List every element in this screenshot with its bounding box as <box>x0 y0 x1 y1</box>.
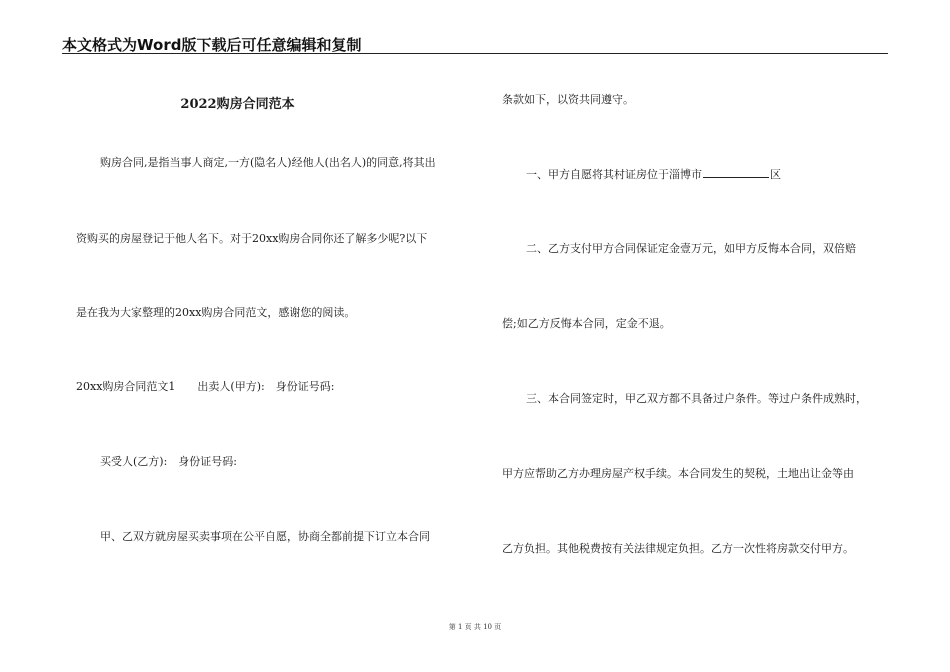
buyer-info-line: 买受人(乙方): 身份证号码: <box>100 455 237 468</box>
left-paragraph-line-2: 资购买的房屋登记于他人名下。对于20xx购房合同你还了解多少呢?以下 <box>76 232 428 245</box>
clause-two-line: 二、乙方支付甲方合同保证定金壹万元，如甲方反悔本合同，双倍赔 <box>526 242 856 255</box>
clause-three-continuation-2: 乙方负担。其他税费按有关法律规定负担。乙方一次性将房款交付甲方。 <box>502 542 854 555</box>
header-banner: 本文格式为Word版下载后可任意编辑和复制 <box>62 36 362 54</box>
right-paragraph-line-1: 条款如下，以资共同遵守。 <box>502 93 634 106</box>
clause-three-continuation-1: 甲方应帮助乙方办理房屋产权手续。本合同发生的契税，土地出让金等由 <box>502 467 854 480</box>
seller-info-line: 20xx购房合同范文1 出卖人(甲方): 身份证号码: <box>76 380 335 393</box>
left-paragraph-line-3: 是在我为大家整理的20xx购房合同范文，感谢您的阅读。 <box>76 306 356 319</box>
left-paragraph-line-6: 甲、乙双方就房屋买卖事项在公平自愿，协商全都前提下订立本合同 <box>100 530 430 543</box>
header-divider <box>62 53 888 54</box>
page-footer: 第 1 页 共 10 页 <box>448 623 502 631</box>
clause-two-continuation: 偿;如乙方反悔本合同，定金不退。 <box>502 317 671 330</box>
document-title: 2022购房合同范本 <box>180 97 295 112</box>
left-paragraph-line-1: 购房合同,是指当事人商定,一方(隐名人)经他人(出名人)的同意,将其出 <box>100 156 436 169</box>
clause-one-text: 一、甲方自愿将其村证房位于淄博市 <box>526 168 702 181</box>
clause-one-suffix: 区 <box>770 168 781 181</box>
clause-one-line <box>526 169 781 180</box>
fill-in-blank <box>703 169 769 178</box>
clause-three-line: 三、本合同签定时，甲乙双方都不具备过户条件。等过户条件成熟时， <box>526 392 867 405</box>
